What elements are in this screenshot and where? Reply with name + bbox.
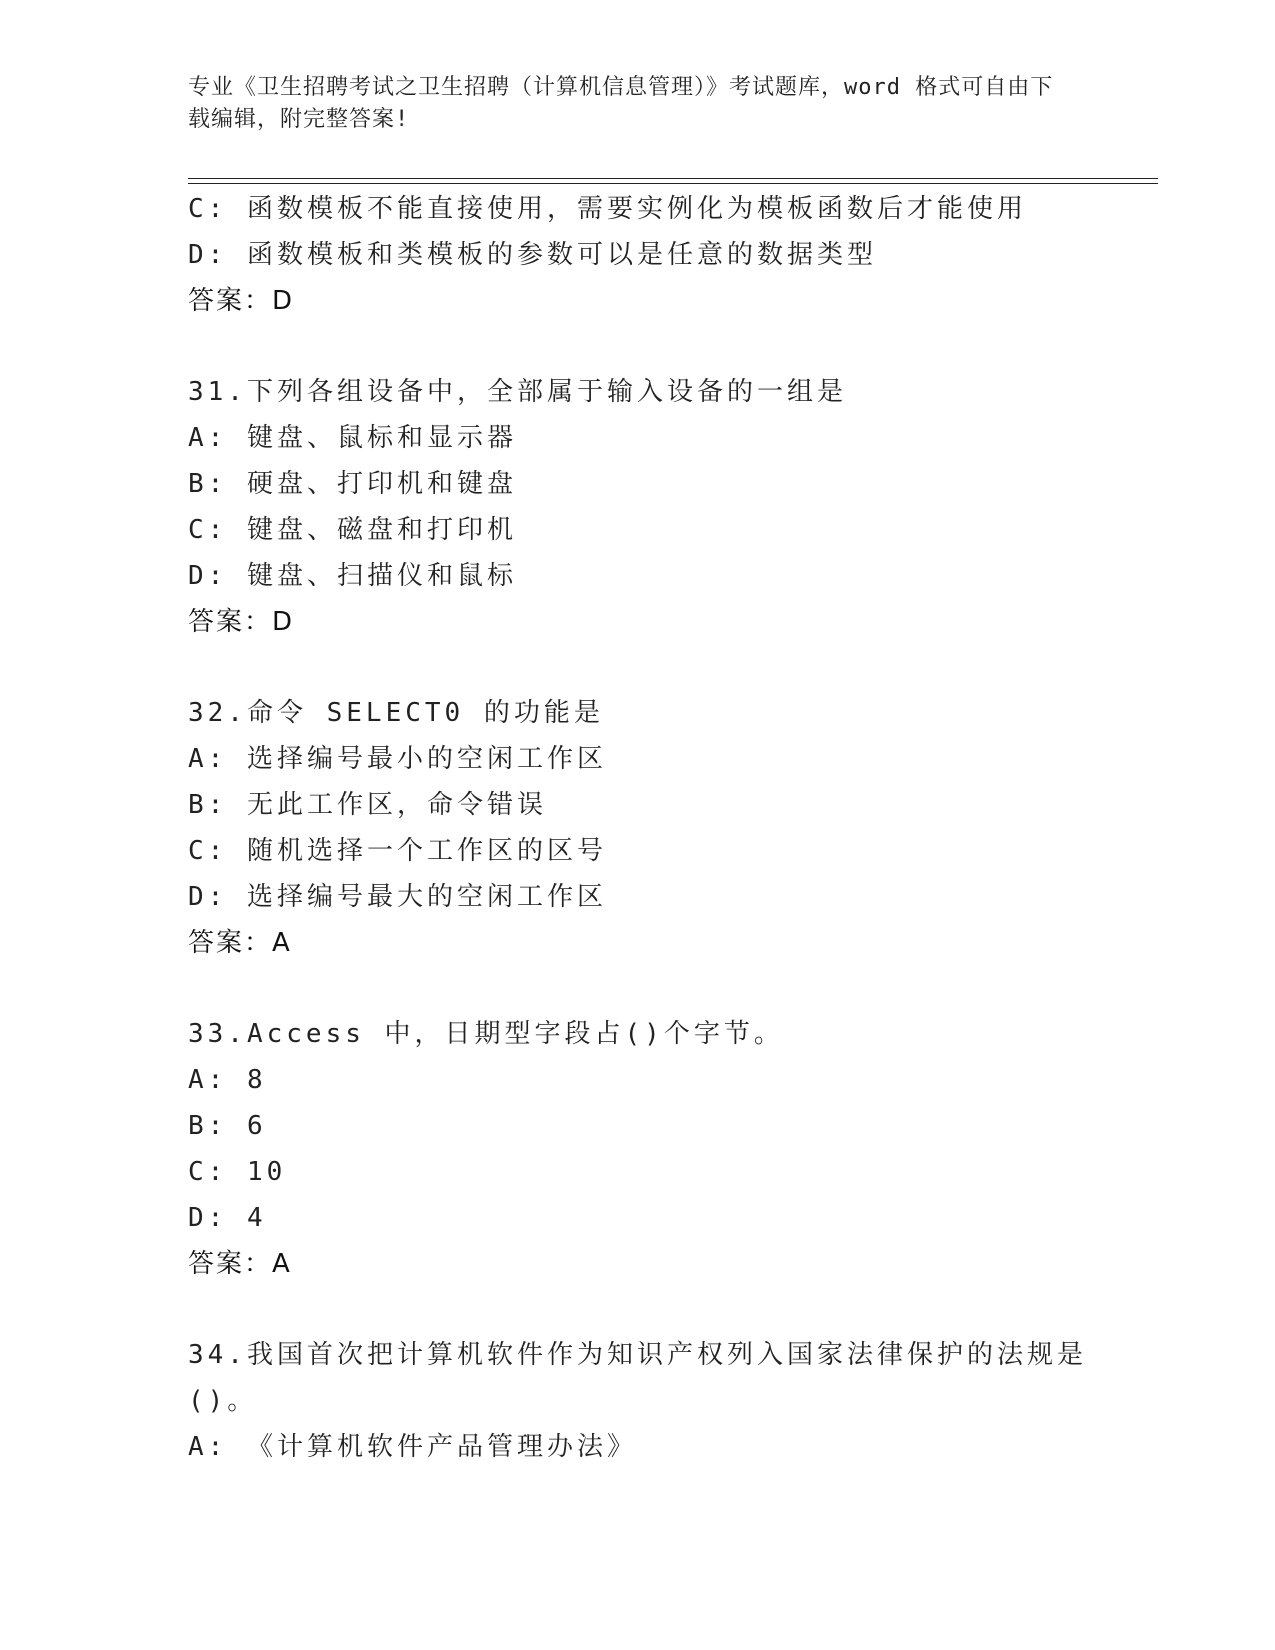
answer-label: 答案：D (188, 607, 295, 637)
answer-label: 答案：A (188, 928, 292, 958)
option-c: C: 函数模板不能直接使用，需要实例化为模板函数后才能使用 (188, 194, 1027, 224)
question-stem: 31.下列各组设备中，全部属于输入设备的一组是 (188, 377, 847, 407)
option-d: D: 键盘、扫描仪和鼠标 (188, 561, 517, 591)
prev-question-block (188, 186, 1148, 324)
option-a: A: 键盘、鼠标和显示器 (188, 423, 517, 453)
option-b: B: 硬盘、打印机和键盘 (188, 469, 517, 499)
option-c: C: 键盘、磁盘和打印机 (188, 515, 517, 545)
question-list (188, 186, 1148, 1470)
answer-label: 答案：D (188, 286, 295, 316)
header-text: 专业《卫生招聘考试之卫生招聘（计算机信息管理）》考试题库，word 格式可自由下载编辑，附完整答案! (188, 75, 1054, 132)
header-divider (188, 178, 1158, 184)
document-header (188, 72, 1068, 136)
question-stem: 33.Access 中，日期型字段占()个字节。 (188, 1019, 784, 1049)
option-c: C: 10 (188, 1157, 287, 1187)
option-d: D: 函数模板和类模板的参数可以是任意的数据类型 (188, 240, 877, 270)
question-stem: 34.我国首次把计算机软件作为知识产权列入国家法律保护的法规是()。 (188, 1340, 1087, 1416)
option-a: A: 选择编号最小的空闲工作区 (188, 744, 607, 774)
question-block-33 (188, 1011, 1148, 1287)
option-a: A: 8 (188, 1065, 267, 1095)
option-d: D: 选择编号最大的空闲工作区 (188, 882, 607, 912)
option-d: D: 4 (188, 1203, 267, 1233)
question-block-32 (188, 690, 1148, 966)
option-a: A: 《计算机软件产品管理办法》 (188, 1432, 637, 1462)
question-block-31 (188, 369, 1148, 645)
option-c: C: 随机选择一个工作区的区号 (188, 836, 607, 866)
option-b: B: 6 (188, 1111, 267, 1141)
answer-label: 答案：A (188, 1249, 292, 1279)
option-b: B: 无此工作区，命令错误 (188, 790, 547, 820)
question-block-34 (188, 1332, 1148, 1470)
question-stem: 32.命令 SELECT0 的功能是 (188, 698, 604, 728)
